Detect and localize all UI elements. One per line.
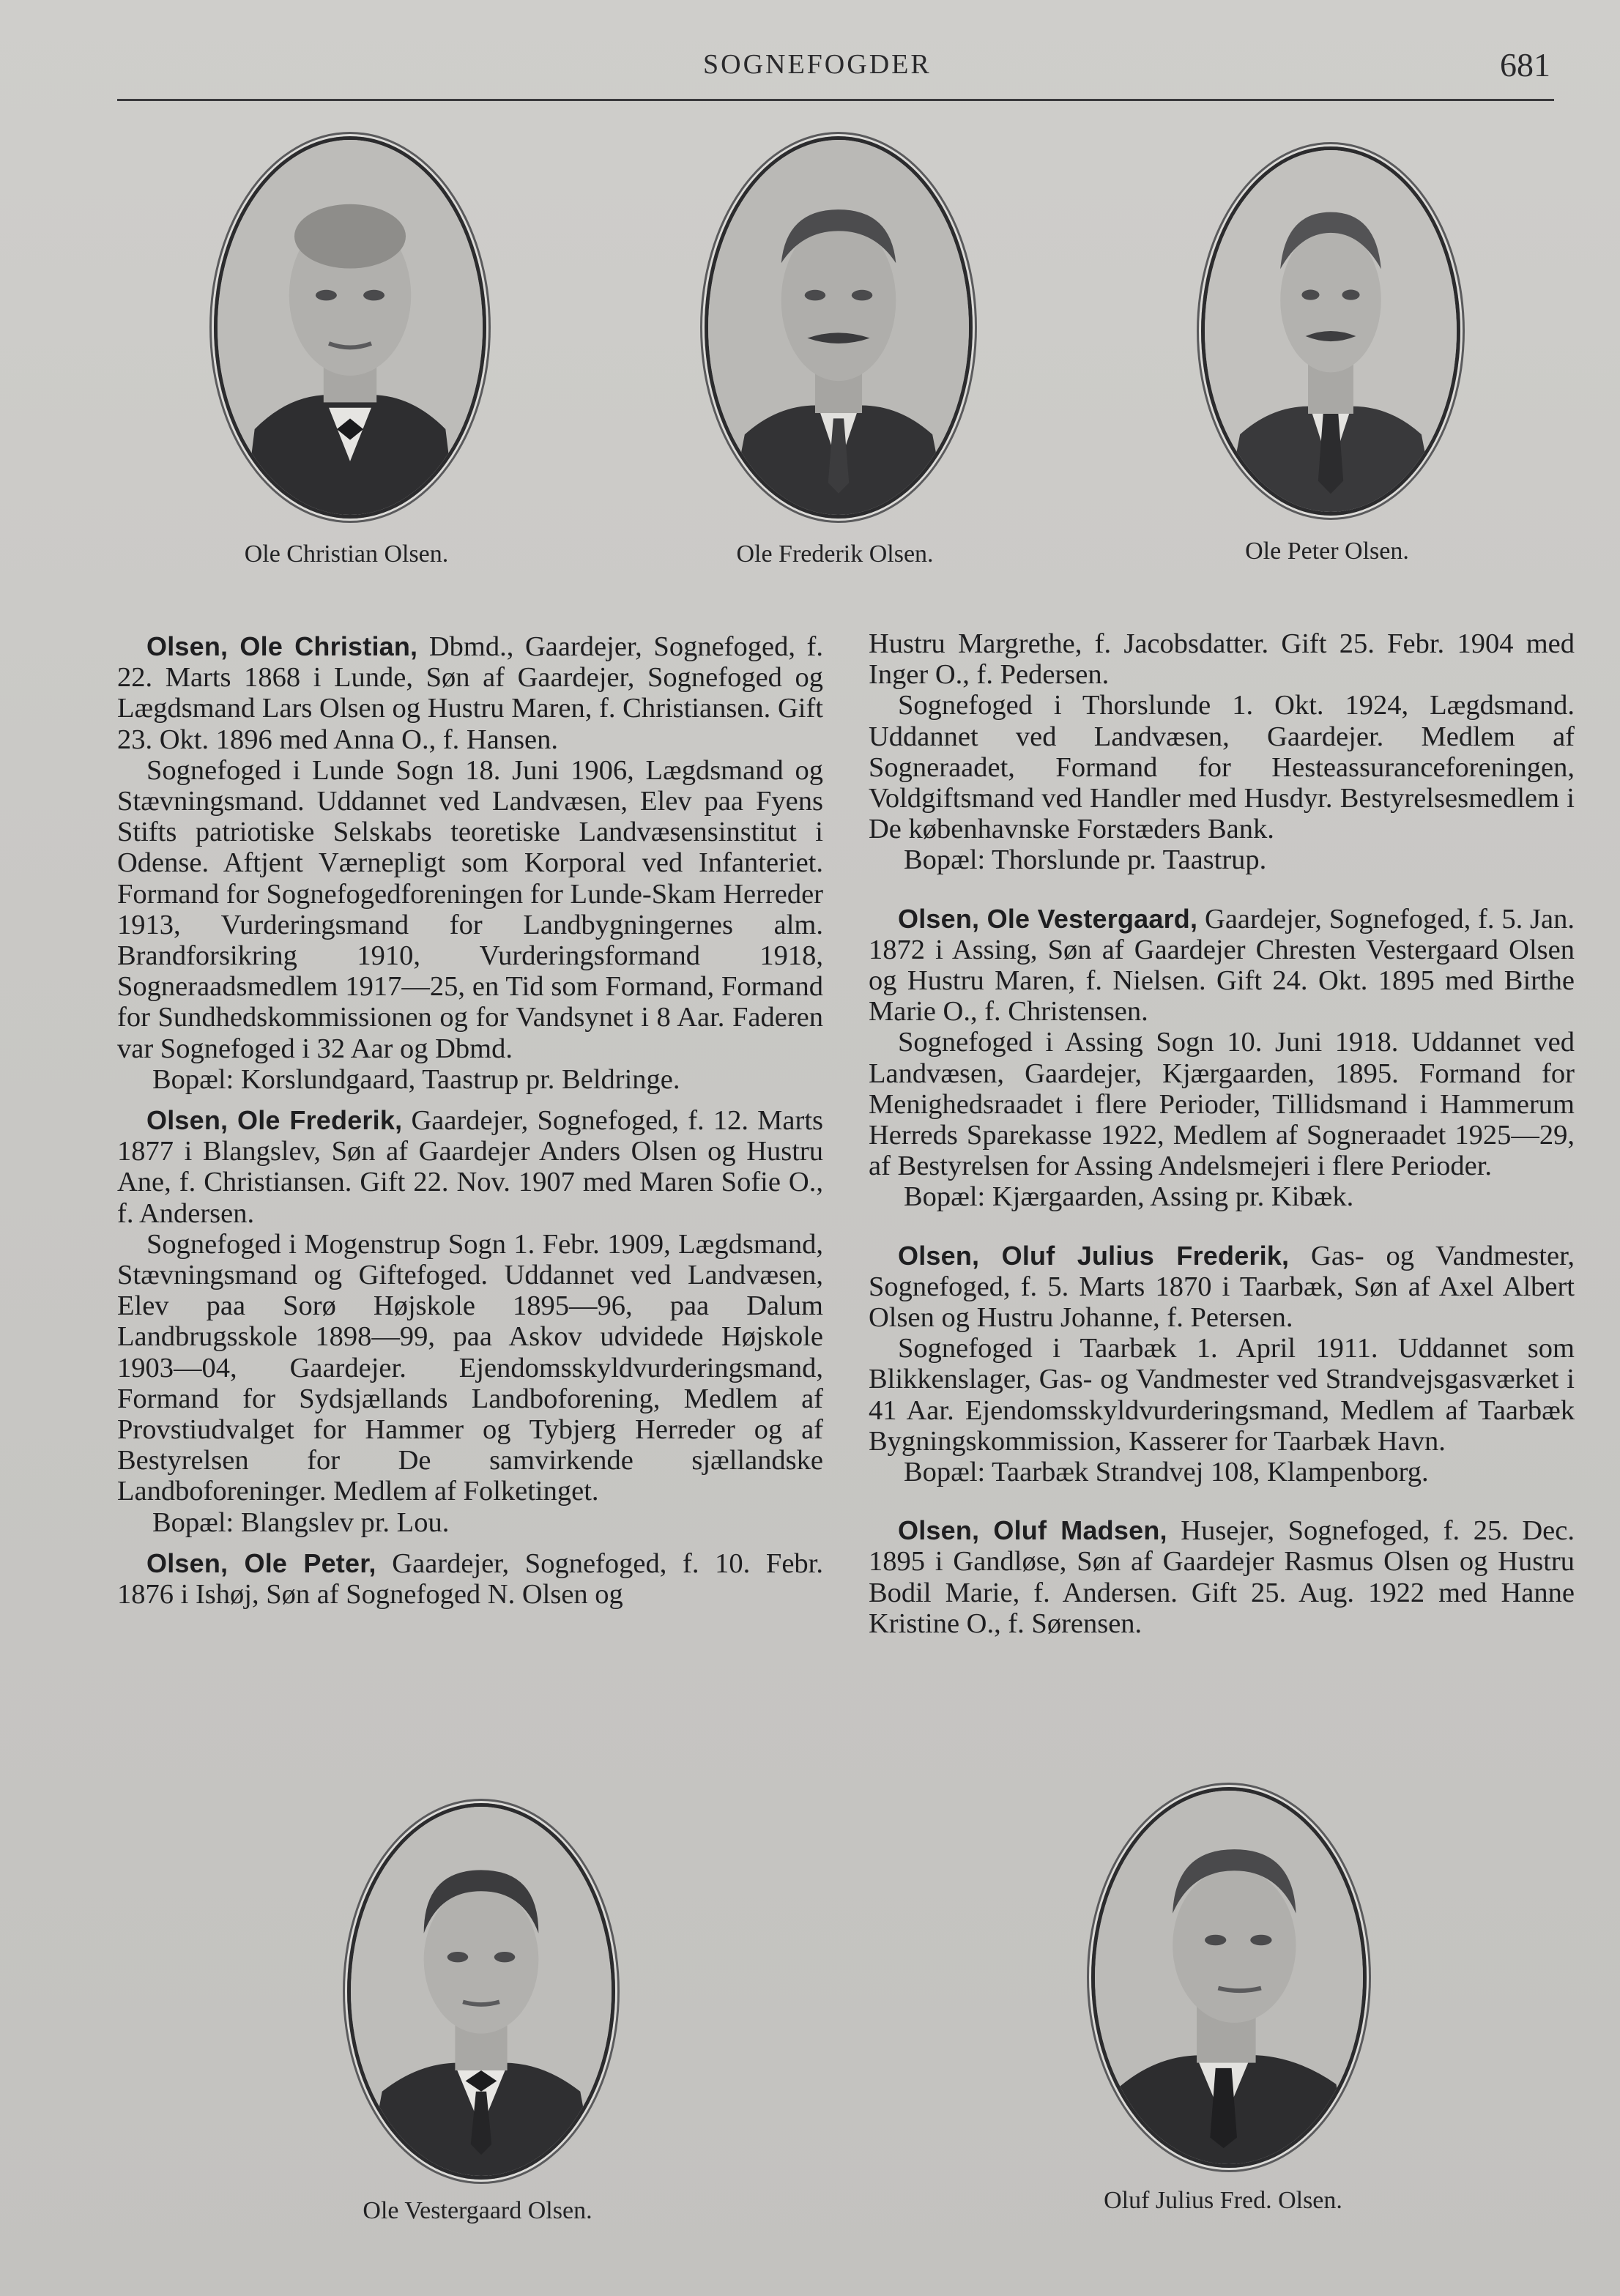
entry-career: Sognefoged i Lunde Sogn 18. Juni 1906, Lægdsmand og Stævningsmand. Uddannet ved Landvæsen, Elev paa Fyens Stifts patriotiske Selskabs teoretiske Landvæsensinstitut i Odense. Aftjent Værnepligt som Korporal ved Infanteriet. Formand for Sognefogedforeningen for Lunde-Skam Herreder 1913, Vurderingsmand for Landbygningernes alm. Brandforsikring 1910, Vurderingsformand 1918, Sogneraadsmedlem 1917—25, en Tid som Formand, Formand for Sundhedskommissionen og for Vandsynet i 8 Aar. Faderen var Sognefoged i 32 Aar og Dbmd. (117, 754, 823, 1064)
entry-name: Olsen, Oluf Madsen, (898, 1515, 1167, 1546)
biography-entry (869, 1515, 1575, 1639)
entry-career: Sognefoged i Assing Sogn 10. Juni 1918. Uddannet ved Landvæsen, Gaardejer, Kjærgaarden, 1895. Formand for Menighedsraadet i flere Perioder, Tillidsmand i Hammerum Herreds Sparekasse 1922, Medlem af Sogneraadet 1925—29, af Bestyrelsen for Assing Andelsmejeri i flere Perioder. (869, 1027, 1575, 1182)
portrait-caption: Ole Christian Olsen. (244, 540, 449, 568)
entry-career: Sognefoged i Thorslunde 1. Okt. 1924, Lægdsmand. Uddannet ved Landvæsen, Gaardejer. Medlem af Sogneraadet, Formand for Hesteassuranceforeningen, Voldgiftsmand ved Handler med Husdyr. Bestyrelsesmedlem i De københavnske Forstæders Bank. (869, 690, 1575, 845)
entry-details: Gaardejer, Sognefoged, f. 5. Jan. 1872 i Assing, Søn af Gaardejer Chresten Vestergaard Olsen og Hustru Maren, f. Nielsen. Gift 24. Okt. 1895 med Birthe Marie O., f. Christensen. (869, 903, 1575, 1028)
entry-career: Sognefoged i Taarbæk 1. April 1911. Uddannet som Blikkenslager, Gas- og Vandmester ved Strandvejsgasværket i 41 Aar. Ejendomsskyldvurderingsmand, Medlem af Taarbæk Bygningskommission, Kasserer for Taarbæk Havn. (869, 1333, 1575, 1457)
biography-entry (869, 904, 1575, 1213)
entry-career: Sognefoged i Mogenstrup Sogn 1. Febr. 1909, Lægdsmand, Stævningsmand og Giftefoged. Uddannet ved Landvæsen, Elev paa Sorø Højskole 1895—96, paa Dalum Landbrugsskole 1898—99, paa Askov udvidede Højskole 1903—04, Gaardejer. Ejendomsskyldvurderingsmand, Formand for Sydsjællands Landboforening, Medlem af Provstiudvalget for Hammer og Tybjerg Herreder og af Bestyrelsen for De samvirkende sjællandske Landboforeninger. Medlem af Folketinget. (117, 1228, 823, 1507)
portrait-photo (705, 136, 973, 519)
entry-details: Gas- og Vandmester, Sognefoged, f. 5. Marts 1870 i Taarbæk, Søn af Axel Albert Olsen og Hustru Johanne, f. Petersen. (869, 1240, 1575, 1334)
biography-entry (117, 1548, 823, 1610)
entry-details: Gaardejer, Sognefoged, f. 12. Marts 1877 i Blangslev, Søn af Gaardejer Anders Olsen og Hustru Ane, f. Christiansen. Gift 22. Nov. 1907 med Maren Sofie O., f. Andersen. (117, 1105, 823, 1229)
biography-entry (117, 631, 823, 1095)
entry-name: Olsen, Ole Christian, (146, 631, 418, 661)
biography-entry-continuation (869, 628, 1575, 876)
biography-entry (869, 1241, 1575, 1488)
portrait-caption: Ole Peter Olsen. (1245, 538, 1409, 565)
entry-intro (117, 1548, 823, 1610)
portrait-caption: Oluf Julius Fred. Olsen. (1104, 2187, 1342, 2214)
entry-details: Dbmd., Gaardejer, Sognefoged, f. 22. Marts 1868 i Lunde, Søn af Gaardejer, Sognefoged og Lægdsmand Lars Olsen og Hustru Maren, f. Christiansen. Gift 23. Okt. 1896 med Anna O., f. Hansen. (117, 631, 824, 755)
portrait-photo (1091, 1787, 1367, 2168)
portrait-photo (347, 1803, 615, 2180)
entry-name: Olsen, Ole Frederik, (146, 1105, 403, 1136)
entry-name: Olsen, Ole Peter, (146, 1548, 376, 1578)
running-title: SOGNEFOGDER (703, 49, 932, 80)
entry-name: Olsen, Ole Vestergaard, (898, 903, 1198, 934)
entry-intro (117, 631, 823, 755)
entry-intro (869, 904, 1575, 1028)
text-column-left (117, 631, 823, 1610)
running-head (0, 45, 1620, 89)
entry-residence: Bopæl: Taarbæk Strandvej 108, Klampenborg. (904, 1457, 1429, 1488)
entry-intro (869, 1241, 1575, 1334)
portrait-caption: Ole Vestergaard Olsen. (363, 2197, 592, 2224)
entry-details: Gaardejer, Sognefoged, f. 10. Febr. 1876 i Ishøj, Søn af Sognefoged N. Olsen og (117, 1548, 823, 1610)
portrait-caption: Ole Frederik Olsen. (736, 540, 934, 568)
portrait-photo (214, 136, 486, 519)
entry-intro (869, 1515, 1575, 1639)
entry-residence: Bopæl: Thorslunde pr. Taastrup. (904, 844, 1267, 876)
entry-residence: Bopæl: Blangslev pr. Lou. (152, 1506, 450, 1538)
entry-intro (117, 1105, 823, 1229)
entry-name: Olsen, Oluf Julius Frederik, (898, 1240, 1290, 1271)
entry-residence: Bopæl: Kjærgaarden, Assing pr. Kibæk. (904, 1181, 1354, 1213)
biography-entry (117, 1105, 823, 1538)
text-column-right (869, 628, 1575, 1639)
portrait-photo (1201, 146, 1460, 516)
entry-details: Husejer, Sognefoged, f. 25. Dec. 1895 i Gandløse, Søn af Gaardejer Rasmus Olsen og Hustru Bodil Marie, f. Andersen. Gift 25. Aug. 1922 med Hanne Kristine O., f. Sørensen. (869, 1515, 1575, 1639)
entry-details: Hustru Margrethe, f. Jacobsdatter. Gift 25. Febr. 1904 med Inger O., f. Pedersen. (869, 628, 1575, 691)
entry-residence: Bopæl: Korslundgaard, Taastrup pr. Beldringe. (152, 1063, 680, 1095)
page-number: 681 (1500, 46, 1550, 83)
header-rule (117, 99, 1554, 101)
